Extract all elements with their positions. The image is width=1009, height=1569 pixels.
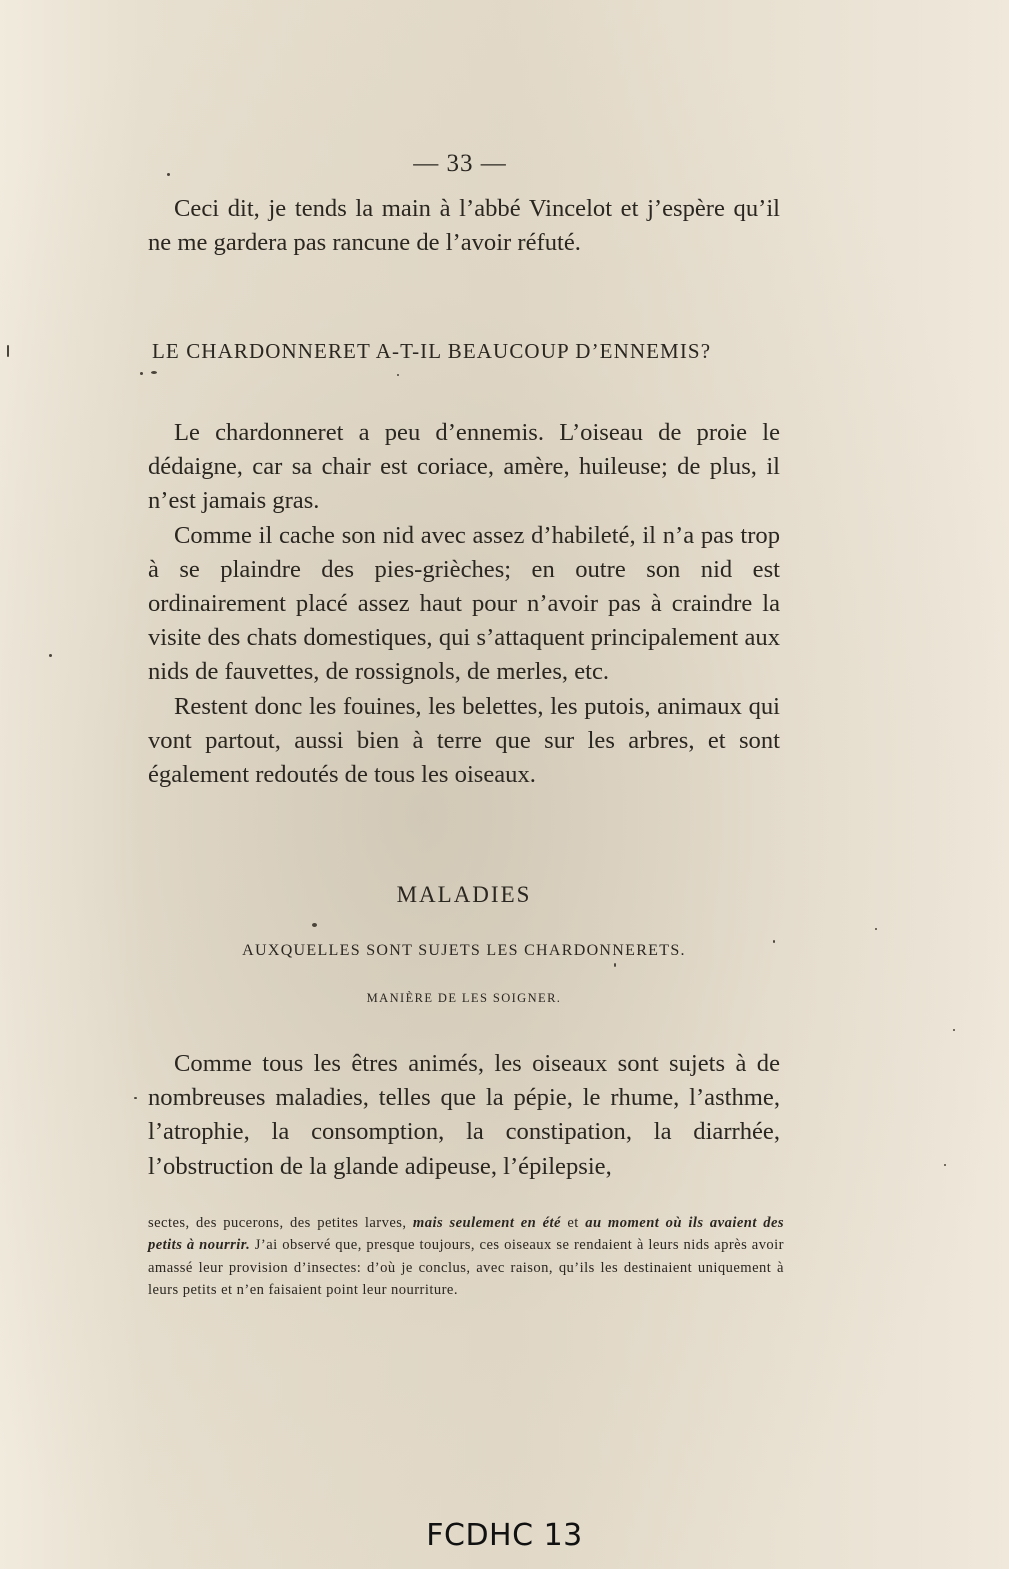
- paper-speck: [134, 1097, 137, 1099]
- footnote-italic-2: au moment où ils avaient des petits à nourrir.: [148, 1215, 785, 1254]
- enemies-text-block: [148, 416, 780, 792]
- section-subheading-care: MANIÈRE DE LES SOIGNER.: [366, 991, 562, 1005]
- footnote: [148, 1212, 784, 1302]
- paper-speck: [167, 173, 170, 176]
- section-heading-enemies: LE CHARDONNERET A-T-IL BEAUCOUP D’ENNEMIS?: [152, 339, 712, 363]
- enemies-paragraph-2: Comme il cache son nid avec assez d’habileté, il n’a pas trop à se plaindre des pies-grièches; en outre son nid est ordinairement placé assez haut pour n’avoir pas à craindre la visite des chats domestiques, qui s’attaquent principalement aux nids de fauvettes, de rossignols, de merles, etc.: [148, 521, 780, 686]
- footnote-text-1: sectes, des pucerons, des petites larves,: [148, 1215, 407, 1231]
- paper-speck: [7, 345, 9, 357]
- paper-speck: [140, 372, 143, 375]
- diseases-text-block: [148, 1047, 780, 1184]
- diseases-paragraph: Comme tous les êtres animés, les oiseaux sont sujets à de nombreuses maladies, telles que la pépie, le rhume, l’asthme, l’atrophie, la consomption, la constipation, la diarrhée, l’obstruction de la glande adipeuse, l’épilepsie,: [148, 1050, 780, 1180]
- paper-speck: [953, 1029, 955, 1031]
- intro-paragraph-block: [148, 192, 780, 260]
- section-heading-diseases: MALADIES: [396, 882, 532, 907]
- footnote-text-2: et: [567, 1215, 579, 1231]
- paper-speck: [875, 928, 877, 930]
- intro-paragraph: Ceci dit, je tends la main à l’abbé Vincelot et j’espère qu’il ne me gardera pas rancune de l’avoir réfuté.: [148, 195, 780, 257]
- paper-speck: [312, 923, 317, 927]
- collection-id-label: FCDHC 13: [426, 1518, 583, 1553]
- section-subheading-diseases: AUXQUELLES SONT SUJETS LES CHARDONNERETS.: [242, 942, 686, 959]
- paper-speck: [49, 654, 52, 657]
- paper-speck: [397, 374, 399, 376]
- enemies-paragraph-1: Le chardonneret a peu d’ennemis. L’oiseau de proie le dédaigne, car sa chair est coriace, amère, huileuse; de plus, il n’est jamais gras.: [148, 419, 780, 515]
- paper-speck: [944, 1164, 946, 1166]
- enemies-paragraph-3: Restent donc les fouines, les belettes, les putois, animaux qui vont partout, aussi bien à terre que sur les arbres, et sont également redoutés de tous les oiseaux.: [148, 692, 780, 789]
- footnote-italic-1: mais seulement en été: [412, 1215, 561, 1231]
- paper-speck: [614, 963, 616, 967]
- paper-speck: [773, 940, 775, 943]
- footnote-text-3: J’ai observé que, presque toujours, ces oiseaux se rendaient à leurs nids après avoir amassé leur provision d’insectes: d’où je conclus, avec raison, qu’ils les destinaient uniquement à leurs petits et n’en faisaient point leur nourriture.: [148, 1237, 784, 1299]
- paper-speck: [151, 371, 157, 374]
- page-number: — 33 —: [413, 150, 507, 177]
